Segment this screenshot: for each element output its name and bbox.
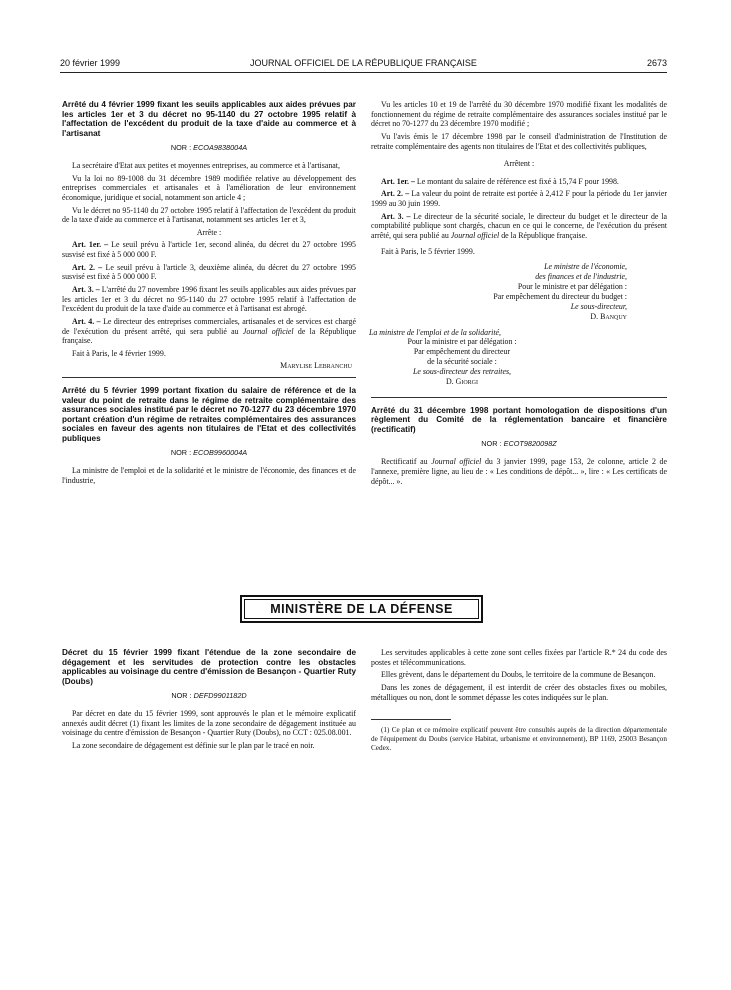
decret-p2: La zone secondaire de dégagement est définie sur le plan par le tracé en noir. (72, 740, 315, 750)
arrete1-art2-text: Le seuil prévu à l'article 3, deuxième alinéa, du décret du 27 octobre 1995 susvisé est fixé à 5 000 000 F. (62, 262, 356, 282)
arrete2-art3-journal: Journal officiel (450, 231, 500, 241)
arrete1-nor-code: ECOA9838004A (193, 143, 248, 153)
arrete1-art2-label: Art. 2. – (72, 262, 103, 272)
arrete1-signature: Marylise Lebranchu (280, 361, 352, 371)
decret-title: Décret du 15 février 1999 fixant l'étendue de la zone secondaire de dégagement et les servitudes de protection contre les obstacles applicables au voisinage du centre d'émission de Besançon - Quartier Ruty (Doubs) (62, 648, 356, 686)
arrete2-art1-label: Art. 1er. – (381, 176, 415, 186)
decret-nor (62, 692, 356, 701)
arrete1-nor-label: NOR : (170, 143, 192, 153)
arrete1-art4-journal: Journal officiel (242, 326, 294, 336)
arrete2-sig2-line1: La ministre de l'emploi et de la solidarité, (369, 327, 502, 337)
decret-nor-code: DEFD9901182D (193, 691, 247, 701)
arrete2-nor (62, 449, 356, 458)
arrete2-sig2-line3: Par empêchement du directeur (413, 347, 511, 357)
right-column-bottom (371, 648, 667, 753)
arrete2-p2: Vu les articles 10 et 19 de l'arrêté du 30 décembre 1970 modifié fixant les modalités de fonctionnement du régime de retraite complémentaire des assurances sociales institué par le décret no 70-1277 du 23 décembre 1970 modifié ; (371, 100, 667, 129)
left-column-top (62, 100, 356, 488)
arrete2-art1-text: Le montant du salaire de référence est fixé à 15,74 F pour 1998. (416, 176, 619, 186)
arrete2-art2 (371, 189, 667, 208)
ministry-heading-box (240, 595, 483, 623)
arrete1-arrete: Arrête : (196, 227, 222, 237)
arrete2-art3-text: Le directeur de la sécurité sociale, le directeur du budget et le directeur de la comptabilité publique sont chargés, chacun en ce qui le concerne, de l'exécution du présent arrêté, qui sera publié au (371, 211, 667, 241)
decret-nor-label: NOR : (171, 691, 192, 701)
header-page-number: 2673 (646, 58, 667, 68)
arrete3-nor (371, 440, 667, 449)
arrete1-title: Arrêté du 4 février 1999 fixant les seuils applicables aux aides prévues par les articles 1er et 3 du décret no 95-1140 du 27 octobre 1995 relatif à l'affectation de l'excédent du produit de la taxe d'aide au commerce et à l'artisanat (62, 100, 356, 138)
arrete1-art2 (62, 263, 356, 282)
arrete1-art4-label: Art. 4. – (72, 316, 101, 326)
arrete2-title: Arrêté du 5 février 1999 portant fixation du salaire de référence et de la valeur du point de retraite dans le régime de retraite complémentaire des assurances sociales institué par le décret no 70-1277 du 23 décembre 1970 portant création d'un régime de retraites complémentaires des assurances sociales en faveur des agents non titulaires de l'Etat et des collectivités publiques (62, 386, 356, 443)
arrete2-signature-block-2 (369, 328, 555, 387)
arrete1-art4-text: Le directeur des entreprises commerciales, artisanales et de services est chargé de l'exécution du présent arrêté, qui sera publié au (62, 316, 356, 336)
arrete2-sig2-name: D. Giorgi (445, 376, 478, 386)
arrete2-p3: Vu l'avis émis le 17 décembre 1998 par le conseil d'administration de l'Institution de retraite complémentaire des agents non titulaires de l'Etat et des collectivités publiques, (371, 131, 667, 151)
arrete1-art1 (62, 240, 356, 259)
arrete2-sig1-line2: des finances et de l'industrie, (535, 272, 627, 282)
arrete1-fait: Fait à Paris, le 4 février 1999. (72, 348, 166, 358)
arrete2-nor-label: NOR : (170, 448, 192, 458)
arrete1-art4 (62, 317, 356, 346)
arrete2-art1 (371, 177, 667, 187)
header-rule (60, 72, 667, 73)
decret-p4: Elles grèvent, dans le département du Doubs, le territoire de la commune de Besançon. (381, 670, 656, 680)
arrete3-title: Arrêté du 31 décembre 1998 portant homologation de dispositions d'un règlement du Comité de la réglementation bancaire et financière (rectificatif) (371, 405, 667, 434)
arrete1-p1: La secrétaire d'Etat aux petites et moyennes entreprises, au commerce et à l'artisanat, (72, 160, 340, 170)
arrete1-art3-text: L'arrêté du 27 novembre 1996 fixant les seuils applicables aux aides prévues par les articles 1er et 3 du décret no 95-1140 du 27 octobre 1995 relatif à l'affectation de l'excédent du produit de la taxe d'aide au commerce et à l'artisanat est abrogé. (62, 285, 356, 314)
arrete2-art2-text: La valeur du point de retraite est portée à 2,412 F pour la période du 1er janvier 1999 au 30 juin 1999. (371, 189, 667, 209)
section-separator (62, 377, 356, 378)
arrete2-art3-text-end: de la République française. (501, 231, 588, 241)
arrete2-art3-label: Art. 3. – (381, 211, 411, 221)
arrete2-p1: La ministre de l'emploi et de la solidarité et le ministre de l'économie, des finances et de l'industrie, (62, 466, 356, 485)
ministry-heading: MINISTÈRE DE LA DÉFENSE (244, 599, 479, 619)
arrete1-art1-label: Art. 1er. – (72, 240, 109, 250)
arrete2-nor-code: ECOB9960004A (193, 448, 248, 458)
right-column-top (371, 100, 667, 489)
arrete2-sig1-line3: Pour le ministre et par délégation : (517, 282, 627, 292)
footnote-rule (371, 719, 451, 720)
arrete2-sig1-line5: Le sous-directeur, (570, 301, 627, 311)
arrete1-p2: Vu la loi no 89-1008 du 31 décembre 1989 modifiée relative au développement des entreprises commerciales et artisanales et à l'amélioration de leur environnement économique, juridique et social, notamment son article 4 ; (62, 173, 356, 202)
arrete1-nor (62, 144, 356, 153)
decret-footnote: (1) Ce plan et ce mémoire explicatif peuvent être consultés auprès de la direction départementale de l'équipement du Doubs (service Habitat, urbanisme et environnement), BP 1169, 25003 Besançon Cedex. (371, 726, 667, 752)
arrete3-p1-text: Rectificatif au (381, 457, 428, 467)
arrete2-sig1-name: D. Banquy (590, 311, 627, 321)
arrete2-signature-block-1 (371, 262, 667, 321)
arrete2-arrete: Arrêtent : (503, 159, 535, 169)
left-column-bottom (62, 648, 356, 754)
arrete2-art3 (371, 212, 667, 241)
arrete2-sig2-line5: Le sous-directeur des retraites, (412, 367, 512, 377)
arrete2-sig1-line1: Le ministre de l'économie, (544, 262, 627, 272)
arrete3-p1 (371, 457, 667, 486)
arrete3-nor-label: NOR : (481, 439, 502, 449)
arrete1-art1-text: Le seuil prévu à l'article 1er, second alinéa, du décret du 27 octobre 1995 susvisé est fixé à 5 000 000 F. (62, 240, 356, 260)
decret-p1: Par décret en date du 15 février 1999, sont approuvés le plan et le mémoire explicatif annexés audit décret (1) fixant les limites de la zone secondaire de dégagement instituée au voisinage du centre d'émission de Besançon - Quartier Ruty (Doubs), no CCT : 025.08.001. (62, 708, 356, 738)
arrete1-art3 (62, 285, 356, 314)
arrete3-p1-journal: Journal officiel (431, 457, 482, 467)
arrete1-art3-label: Art. 3. – (72, 285, 100, 294)
running-header (60, 58, 667, 72)
decret-p5: Dans les zones de dégagement, il est interdit de créer des obstacles fixes ou mobiles, métalliques ou non, dont le sommet dépasse les cotes indiquées sur le plan. (371, 682, 667, 702)
header-date: 20 février 1999 (60, 58, 121, 68)
arrete2-sig1-line4: Par empêchement du directeur du budget : (493, 291, 627, 301)
arrete3-nor-code: ECOT9820098Z (503, 439, 557, 449)
arrete3-p1-text-end: du 3 janvier 1999, page 153, 2e colonne, article 2 de l'annexe, première ligne, au lieu de : « Les conditions de dépôt... », lire : « Les certificats de dépôt... ». (371, 457, 667, 486)
arrete2-fait: Fait à Paris, le 5 février 1999. (381, 246, 475, 256)
arrete1-p3: Vu le décret no 95-1140 du 27 octobre 1995 relatif à l'affectation de l'excédent du produit de la taxe d'aide au commerce et à l'artisanat, notamment ses articles 1er et 3, (62, 205, 356, 225)
arrete2-sig2-line4: de la sécurité sociale : (427, 357, 497, 367)
decret-p3: Les servitudes applicables à cette zone sont celles fixées par l'article R.* 24 du code des postes et télécommunications. (371, 648, 667, 667)
arrete2-art2-label: Art. 2. – (381, 189, 410, 199)
section-separator (371, 397, 667, 398)
arrete2-sig2-line2: Pour la ministre et par délégation : (407, 337, 517, 347)
arrete1-art4-text-end: de la République française. (62, 326, 357, 346)
header-journal-title: JOURNAL OFFICIEL DE LA RÉPUBLIQUE FRANÇAISE (250, 58, 477, 68)
